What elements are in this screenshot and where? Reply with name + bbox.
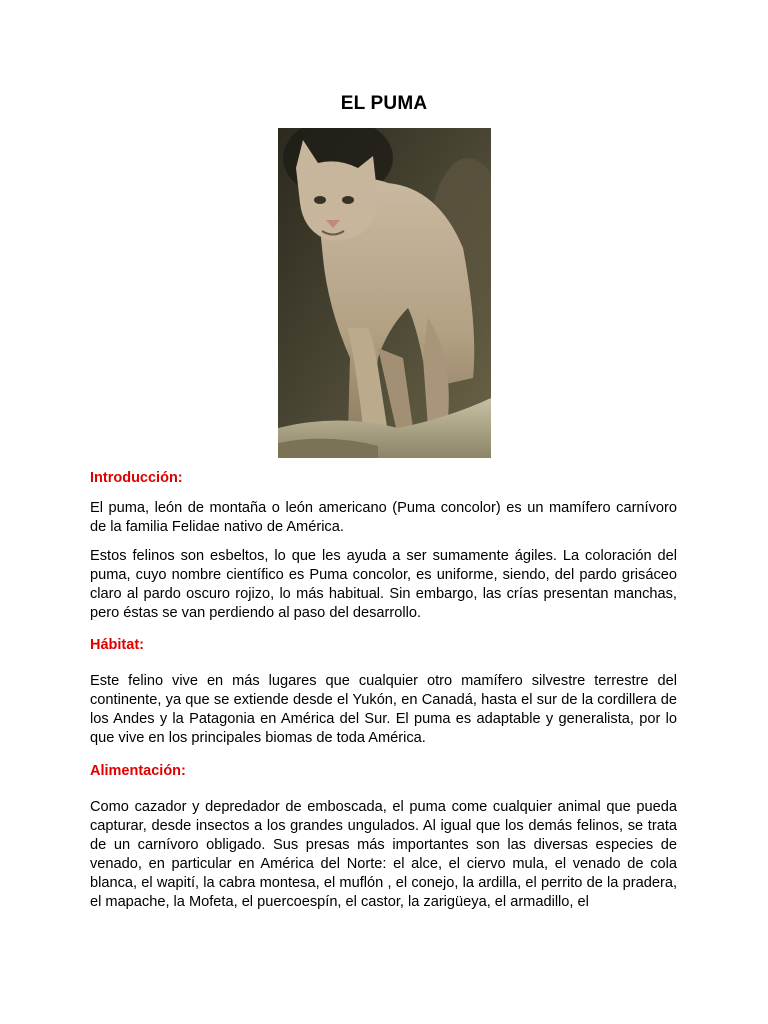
paragraph: El puma, león de montaña o león americano (Puma concolor) es un mamífero carnívoro de la familia Felidae nativo de América. bbox=[90, 500, 677, 535]
section-heading: Alimentación: bbox=[90, 763, 186, 779]
section-habitat bbox=[90, 637, 677, 653]
paragraph: Estos felinos son esbeltos, lo que les ayuda a ser sumamente ágiles. La coloración del puma, cuyo nombre científico es Puma concolor, es uniforme, siendo, del pardo grisáceo claro al pardo oscuro rojizo, lo más habitual. Sin embargo, las crías presentan manchas, pero éstas se van perdiendo al paso del desarrollo. bbox=[90, 548, 677, 621]
paragraph: Este felino vive en más lugares que cualquier otro mamífero silvestre terrestre del continente, ya que se extiende desde el Yukón, en Canadá, hasta el sur de la cordillera de los Andes y la Patagonia en América del Sur. El puma es adaptable y generalista, por lo que vive en los principales biomas de toda América. bbox=[90, 673, 677, 746]
puma-photo bbox=[278, 128, 491, 458]
puma-illustration bbox=[278, 128, 491, 458]
section-heading: Introducción: bbox=[90, 470, 183, 486]
section-introduccion bbox=[90, 470, 677, 486]
paragraph: Como cazador y depredador de emboscada, el puma come cualquier animal que pueda capturar, desde insectos a los grandes ungulados. Al igual que los demás felinos, se trata de un carnívoro obligado. Sus presas más importantes son las diversas especies de venado, en particular en América del Norte: el alce, el ciervo mula, el venado de cola blanca, el wapití, la cabra montesa, el muflón , el conejo, la ardilla, el perrito de la pradera, el mapache, la Mofeta, el puercoespín, el castor, la zarigüeya, el armadillo, el bbox=[90, 799, 677, 910]
page-title: EL PUMA bbox=[340, 93, 428, 114]
section-heading: Hábitat: bbox=[90, 637, 144, 653]
section-alimentacion bbox=[90, 763, 677, 779]
